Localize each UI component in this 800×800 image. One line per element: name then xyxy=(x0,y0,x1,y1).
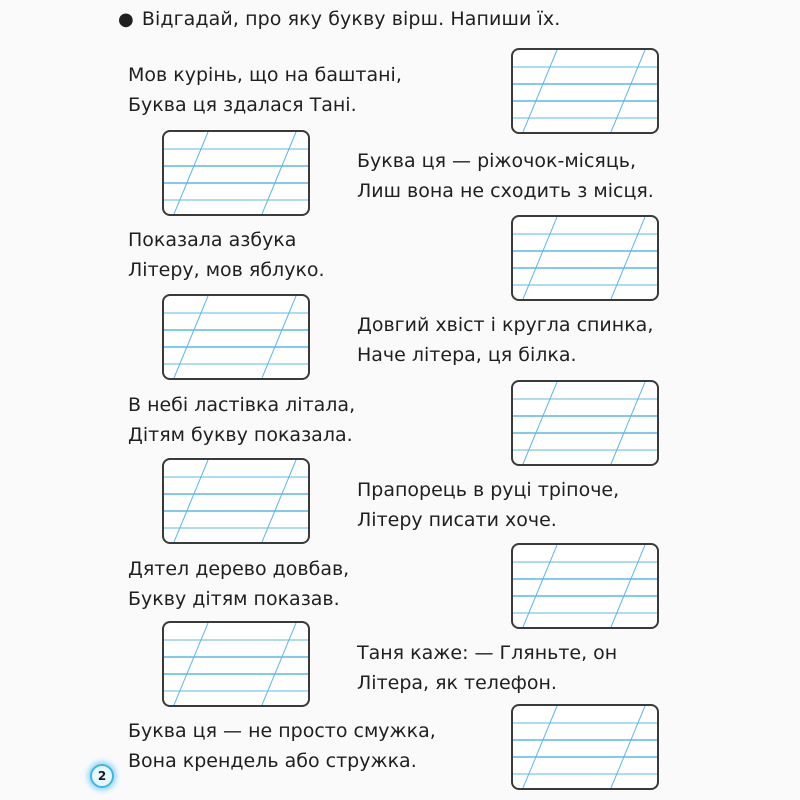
writing-guide-lines xyxy=(164,296,308,378)
riddle-poem-4 xyxy=(357,310,653,370)
slant-line xyxy=(611,217,645,299)
writing-guide-lines xyxy=(513,50,657,132)
task-instruction xyxy=(118,6,560,33)
slant-line xyxy=(523,706,557,788)
poem-line: Наче літера, ця білка. xyxy=(357,344,577,366)
writing-guide-lines xyxy=(513,706,657,788)
writing-guide-lines xyxy=(513,217,657,299)
poem-line: Буква ця — ріжочок-місяць, xyxy=(357,150,636,172)
slant-line xyxy=(174,623,208,705)
writing-guide-lines xyxy=(513,382,657,464)
answer-box-8[interactable] xyxy=(162,621,310,707)
answer-box-2[interactable] xyxy=(162,130,310,216)
riddle-poem-1 xyxy=(128,60,402,120)
slant-line xyxy=(174,296,208,378)
poem-line: Таня каже: — Гляньте, он xyxy=(357,642,618,664)
writing-guide-lines xyxy=(513,545,657,627)
poem-line: Літеру, мов яблуко. xyxy=(128,259,325,281)
poem-line: В небі ластівка літала, xyxy=(128,394,356,416)
answer-box-9[interactable] xyxy=(511,704,659,790)
answer-box-4[interactable] xyxy=(162,294,310,380)
poem-line: Букву дітям показав. xyxy=(128,588,340,610)
slant-line xyxy=(523,50,557,132)
poem-line: Буква ця — не просто смужка, xyxy=(128,720,436,742)
poem-line: Буква ця здалася Тані. xyxy=(128,94,357,116)
slant-line xyxy=(262,296,296,378)
bullet-icon: ● xyxy=(118,9,134,30)
riddle-poem-5 xyxy=(128,390,355,450)
slant-line xyxy=(174,460,208,542)
poem-line: Вона крендель або стружка. xyxy=(128,750,417,772)
instruction-text: Відгадай, про яку букву вірш. Напиши їх. xyxy=(141,8,561,30)
answer-box-1[interactable] xyxy=(511,48,659,134)
poem-line: Лиш вона не сходить з місця. xyxy=(357,180,654,202)
riddle-poem-3 xyxy=(128,225,325,285)
slant-line xyxy=(611,382,645,464)
poem-line: Показала азбука xyxy=(128,229,297,251)
slant-line xyxy=(523,545,557,627)
writing-guide-lines xyxy=(164,132,308,214)
slant-line xyxy=(523,217,557,299)
writing-guide-lines xyxy=(164,460,308,542)
slant-line xyxy=(611,545,645,627)
slant-line xyxy=(611,50,645,132)
slant-line xyxy=(523,382,557,464)
poem-line: Літеру писати хоче. xyxy=(357,509,557,531)
answer-box-6[interactable] xyxy=(162,458,310,544)
poem-line: Літера, як телефон. xyxy=(357,672,557,694)
answer-box-7[interactable] xyxy=(511,543,659,629)
slant-line xyxy=(262,132,296,214)
slant-line xyxy=(174,132,208,214)
riddle-poem-6 xyxy=(357,475,619,535)
poem-line: Прапорець в руці тріпоче, xyxy=(357,479,620,501)
riddle-poem-2 xyxy=(357,146,654,206)
slant-line xyxy=(262,460,296,542)
poem-line: Довгий хвіст і кругла спинка, xyxy=(357,314,654,336)
answer-box-3[interactable] xyxy=(511,215,659,301)
poem-line: Мов курінь, що на баштані, xyxy=(128,64,402,86)
poem-line: Дітям букву показала. xyxy=(128,424,353,446)
writing-guide-lines xyxy=(164,623,308,705)
answer-box-5[interactable] xyxy=(511,380,659,466)
slant-line xyxy=(262,623,296,705)
slant-line xyxy=(611,706,645,788)
page-number-badge: 2 xyxy=(90,764,114,788)
riddle-poem-9 xyxy=(128,716,436,776)
poem-line: Дятел дерево довбав, xyxy=(128,558,350,580)
riddle-poem-8 xyxy=(357,638,617,698)
riddle-poem-7 xyxy=(128,554,349,614)
